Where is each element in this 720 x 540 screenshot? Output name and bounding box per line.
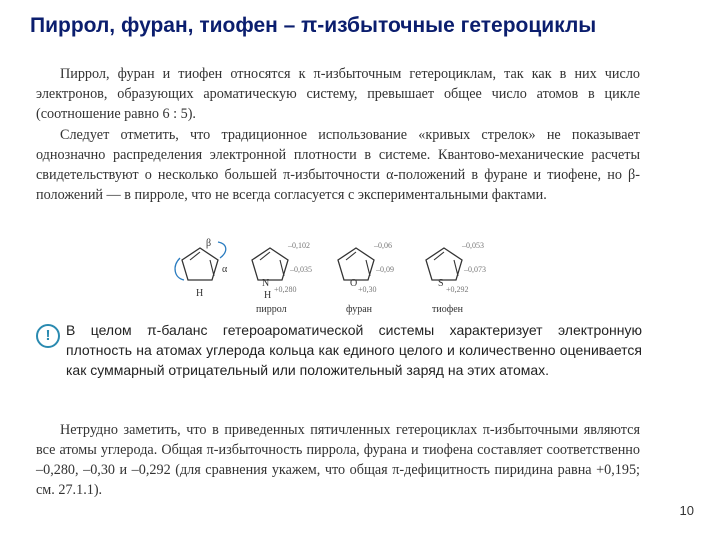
paragraph-total-excess [36,420,640,500]
pyrrole-n-density: +0,280 [274,285,297,294]
furan-beta-density: –0,06 [374,241,392,250]
thiophene-s-density: +0,292 [446,285,469,294]
furan-o-atom: O [350,278,358,289]
pyrrole-alpha-label: α [222,264,228,275]
pyrrole-density-structure [252,241,312,315]
paragraph-curved-arrows [36,125,640,205]
slide-title: Пиррол, фуран, тиофен – π-избыточные гетероциклы [30,14,597,37]
page-number: 10 [679,503,694,518]
thiophene-beta-density: –0,053 [462,241,484,250]
furan-structure [338,241,394,315]
structures-svg [170,236,640,320]
furan-alpha-density: –0,09 [376,265,394,274]
furan-o-density: +0,30 [358,285,377,294]
thiophene-name-label: тиофен [432,304,463,315]
pyrrole-h-atom: H [264,290,272,301]
thiophene-s-atom: S [438,278,444,289]
heterocycle-structures [170,236,640,320]
pyrrole-resonance-structure [175,238,228,299]
furan-name-label: фуран [346,304,373,315]
paragraph-pi-excess-text: Пиррол, фуран и тиофен относятся к π-избыточным гетероциклам, так как в них число электронов, образующих ароматическую систему, превышает общее число атомов в цикле (соотношение равно 6 : 5). [36,66,640,122]
pyrrole-name-label: пиррол [256,304,287,315]
info-exclamation-icon: ! [36,324,60,348]
note-text: В целом π-баланс гетероароматической системы характеризует электронную плотность на атомах углерода кольца как единого целого и количественно оценивается как суммарный отрицательный или положительный заряд на этих атомах. [66,322,642,378]
thiophene-alpha-density: –0,073 [464,265,486,274]
pyrrole-alpha-density: –0,035 [290,265,312,274]
pyrrole-n-atom: N [262,278,270,289]
paragraph-total-excess-text: Нетрудно заметить, что в приведенных пятичленных гетероциклах π-избыточными являются все атомы углерода. Общая π-избыточность пиррола, фурана и тиофена составляет соответственно –0,280, –0,30 и –0,292 (для сравнения укажем, что общая π-дефицитность пиридина равна +0,195; см. 27.1.1). [36,422,640,498]
pyrrole-beta-label: β [206,238,212,249]
pyrrole-beta-density: –0,102 [288,241,310,250]
paragraph-pi-excess [36,64,640,124]
pyrrole-nh-label: H [196,288,204,299]
thiophene-structure [426,241,486,315]
pi-balance-note [36,320,646,404]
paragraph-curved-arrows-text: Следует отметить, что традиционное использование «кривых стрелок» не показывает однозначно распределения электронной плотности в системе. Квантово-механические расчеты свидетельствуют о несколько большей π-избыточности α-положений в фуране и тиофене, но β-положений — в пирроле, что не всегда согласуется с экспериментальными фактами. [36,127,640,203]
